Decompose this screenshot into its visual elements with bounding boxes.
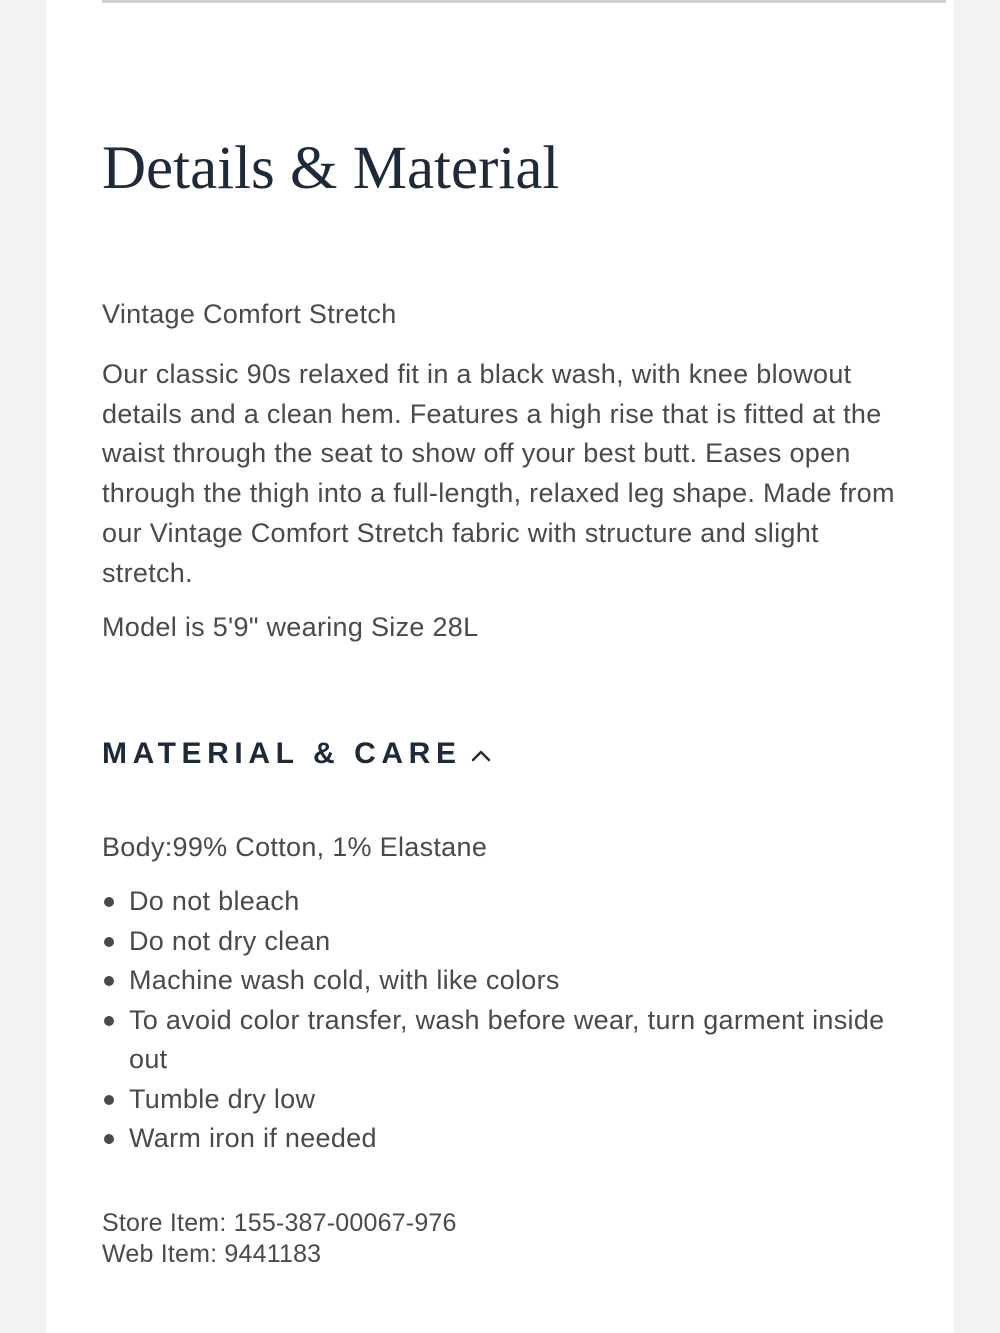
list-item bbox=[102, 922, 902, 962]
material-care-toggle[interactable] bbox=[102, 734, 492, 774]
details-title: Details & Material bbox=[102, 135, 560, 202]
product-description: Our classic 90s relaxed fit in a black wash, with knee blowout details and a clean hem. Features a high rise that is fitted at the waist through the seat to show off your best butt. Eases open through the thigh into a full-length, relaxed leg shape. Made from our Vintage Comfort Stretch fabric with structure and slight stretch. bbox=[102, 359, 895, 588]
section-divider bbox=[102, 0, 946, 3]
bullet-icon bbox=[104, 1134, 114, 1144]
store-item-number: Store Item: 155-387-00067-976 bbox=[102, 1209, 457, 1237]
care-instructions-list bbox=[102, 882, 902, 1159]
list-item bbox=[102, 1119, 902, 1159]
chevron-up-icon bbox=[470, 745, 492, 767]
list-item bbox=[102, 882, 902, 922]
care-instruction: Machine wash cold, with like colors bbox=[129, 965, 560, 995]
care-instruction: Do not dry clean bbox=[129, 925, 331, 956]
care-instruction: Warm iron if needed bbox=[129, 1123, 377, 1153]
web-item-number: Web Item: 9441183 bbox=[102, 1240, 322, 1268]
bullet-icon bbox=[104, 897, 114, 907]
fabric-name: Vintage Comfort Stretch bbox=[102, 299, 397, 329]
list-item bbox=[102, 961, 902, 1001]
list-item bbox=[102, 1001, 902, 1080]
care-instruction: To avoid color transfer, wash before wear, turn garment inside out bbox=[129, 1004, 885, 1074]
bullet-icon bbox=[104, 1016, 114, 1026]
details-card bbox=[46, 0, 954, 1333]
bullet-icon bbox=[104, 976, 114, 986]
fabric-composition: Body:99% Cotton, 1% Elastane bbox=[102, 832, 488, 862]
bullet-icon bbox=[104, 937, 114, 947]
item-identifiers bbox=[102, 1208, 457, 1270]
care-instruction: Do not bleach bbox=[129, 886, 300, 916]
bullet-icon bbox=[104, 1095, 114, 1105]
care-instruction: Tumble dry low bbox=[129, 1083, 316, 1114]
list-item bbox=[102, 1080, 902, 1120]
material-care-label: MATERIAL & CARE bbox=[102, 737, 462, 770]
model-info: Model is 5'9" wearing Size 28L bbox=[102, 612, 479, 642]
